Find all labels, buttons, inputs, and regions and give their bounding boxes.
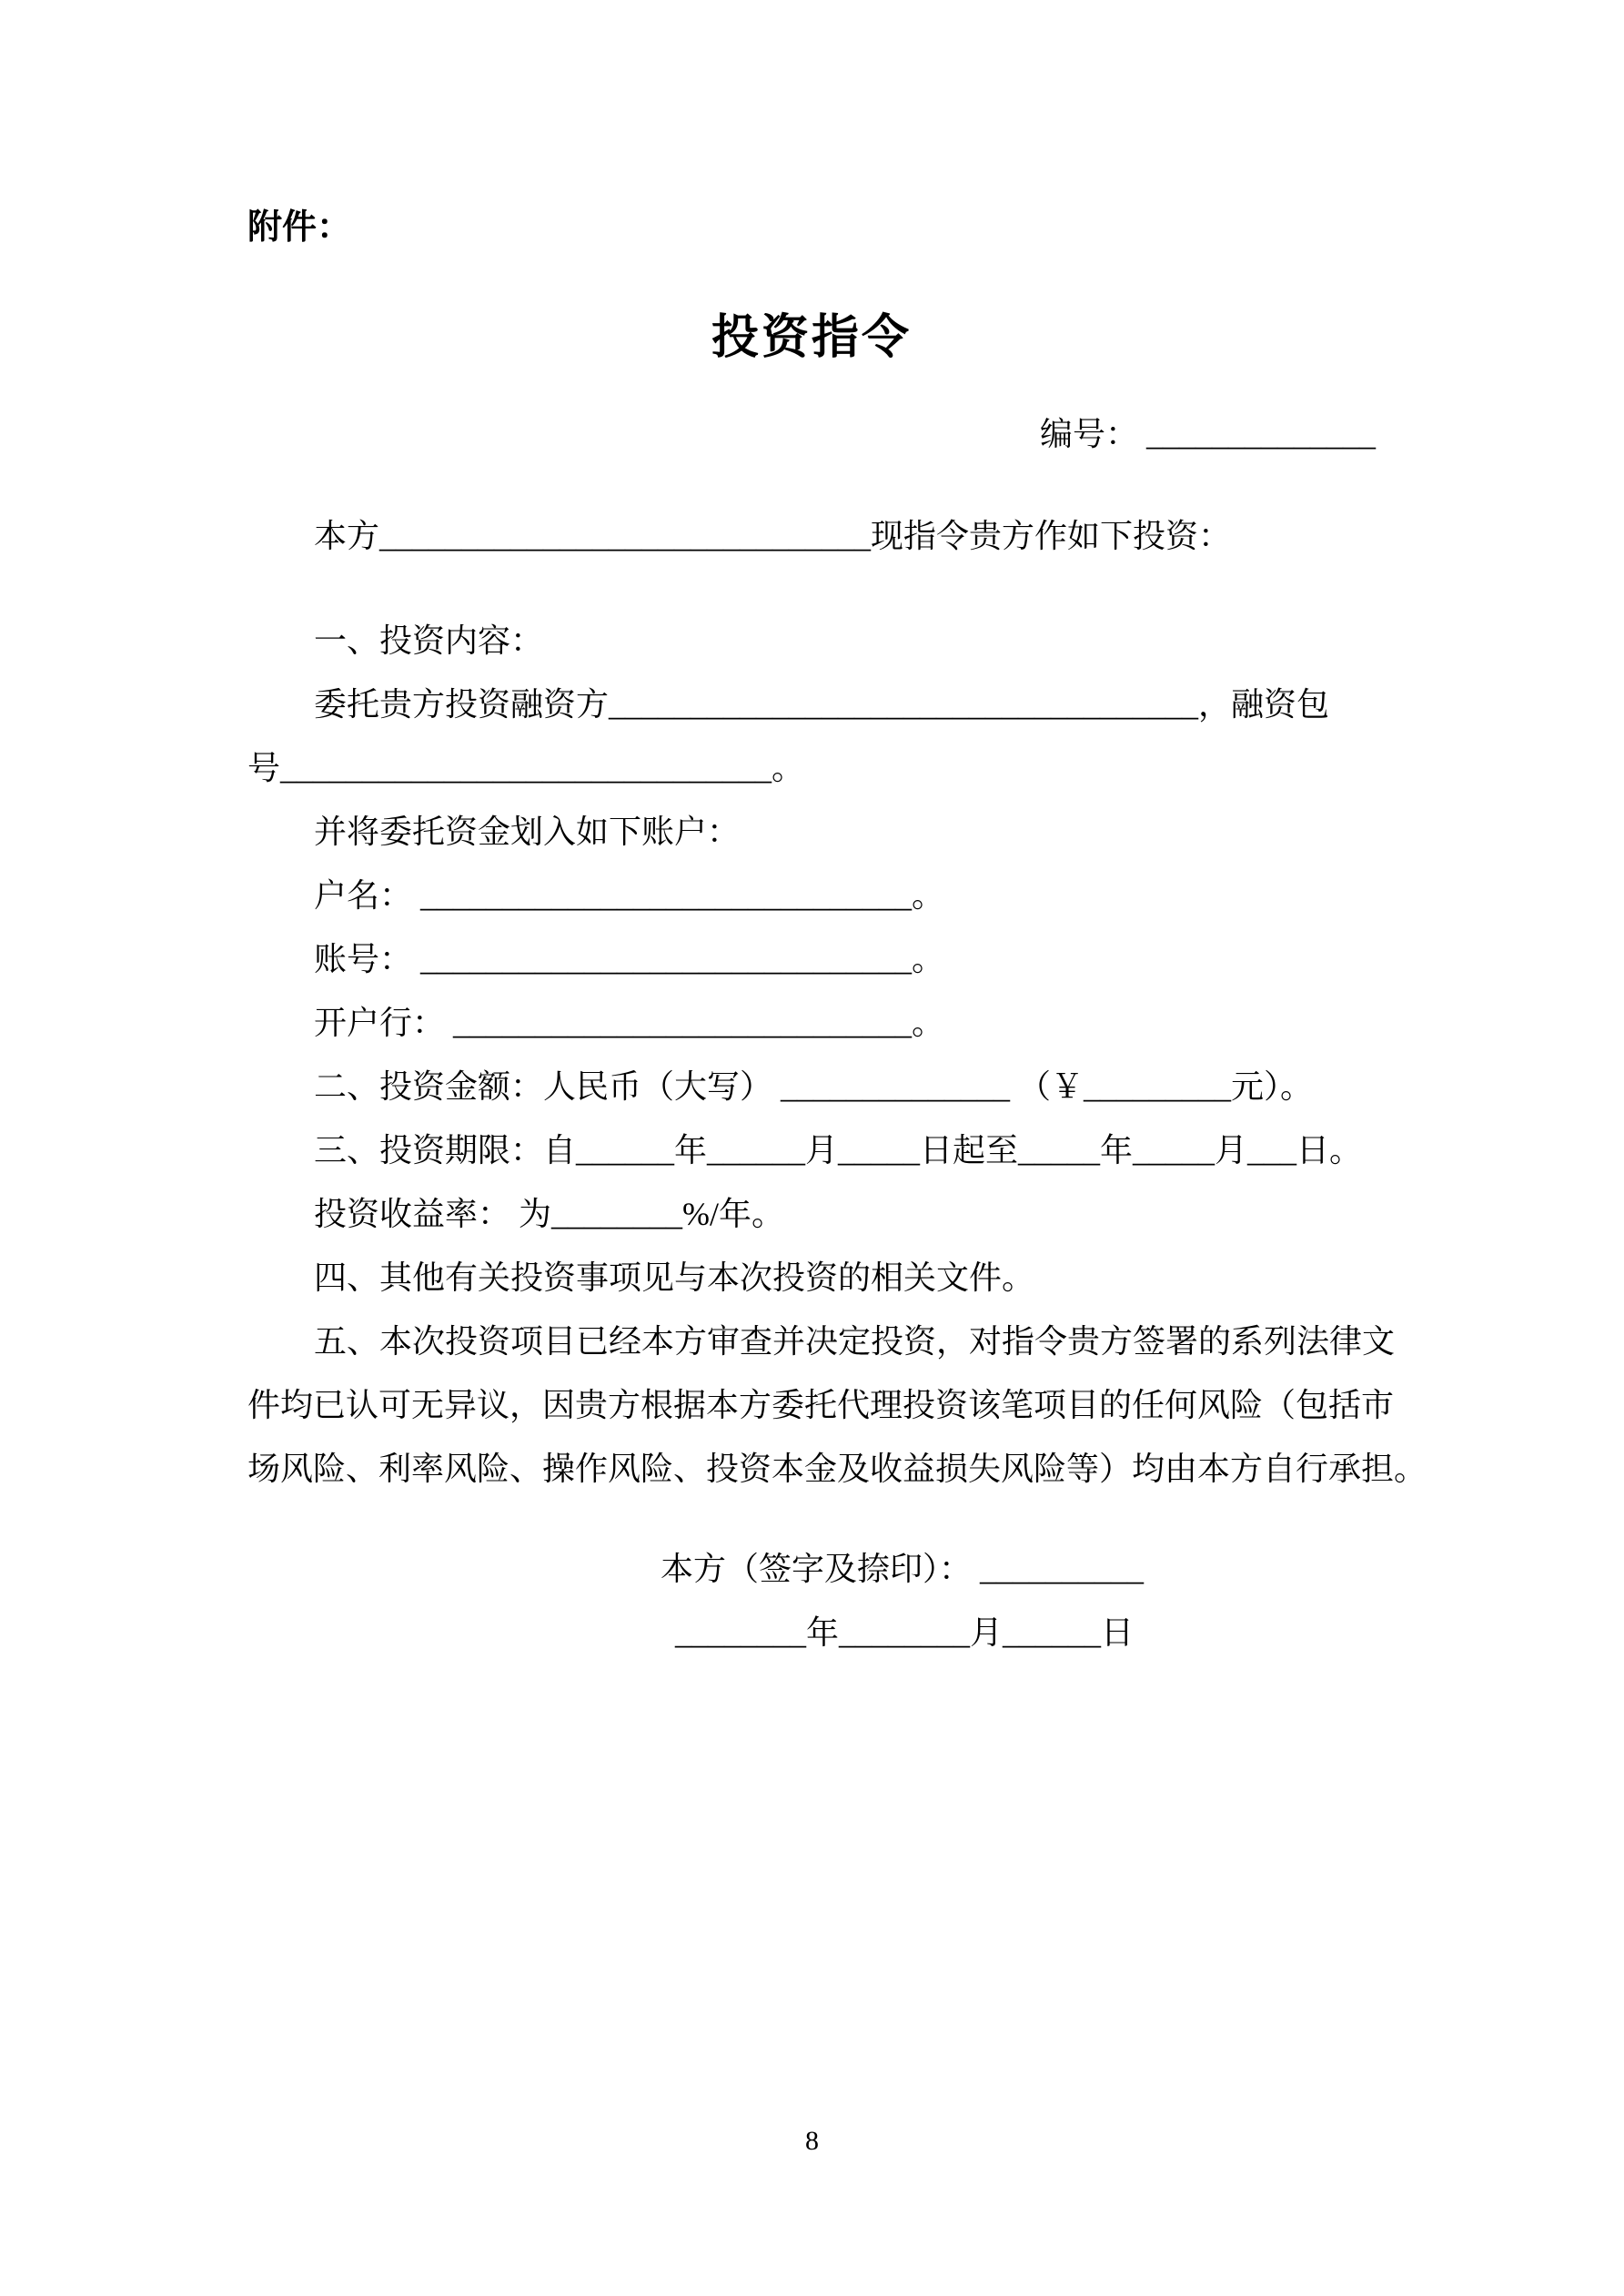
account-number-line: 账号： ______________________________。 — [314, 941, 945, 977]
page-number: 8 — [805, 2126, 819, 2156]
intro-line: 本方______________________________现指令贵方作如下投资： — [314, 518, 1232, 554]
financing-package-number-line: 号______________________________。 — [247, 750, 804, 786]
section4-other-matters-line: 四、其他有关投资事项见与本次投资的相关文件。 — [314, 1259, 1035, 1296]
section1-heading: 一、投资内容： — [314, 622, 544, 659]
section5-line-2: 件均已认可无异议，因贵方根据本方委托代理投资该笔项目的任何风险（包括市 — [247, 1387, 1395, 1423]
investment-yield-line: 投资收益率： 为________%/年。 — [314, 1196, 784, 1232]
bank-branch-line: 开户行： ____________________________。 — [314, 1005, 945, 1041]
document-title: 投资指令 — [711, 312, 912, 364]
signature-date-line: ________年________月______日 — [675, 1614, 1134, 1651]
attachment-label: 附件： — [247, 208, 352, 247]
serial-number-line: 编号： ______________ — [1039, 416, 1376, 452]
section5-line-1: 五、本次投资项目已经本方审查并决定投资，对指令贵方签署的系列法律文 — [314, 1323, 1396, 1360]
signature-line: 本方（签字及捺印）： __________ — [661, 1551, 1145, 1587]
entrust-financing-line: 委托贵方投资融资方____________________________________，融资包 — [314, 686, 1330, 723]
section2-investment-amount-line: 二、投资金额：人民币（大写） ______________ （￥_________元）。 — [314, 1068, 1314, 1105]
section3-investment-term-line: 三、投资期限：自______年______月_____日起至_____年_____月___日。 — [314, 1132, 1363, 1168]
account-name-line: 户名： ______________________________。 — [314, 877, 945, 914]
transfer-account-line: 并将委托资金划入如下账户： — [314, 814, 741, 850]
section5-line-3: 场风险、利率风险、操作风险、投资本金及收益损失风险等）均由本方自行承担。 — [247, 1451, 1427, 1487]
